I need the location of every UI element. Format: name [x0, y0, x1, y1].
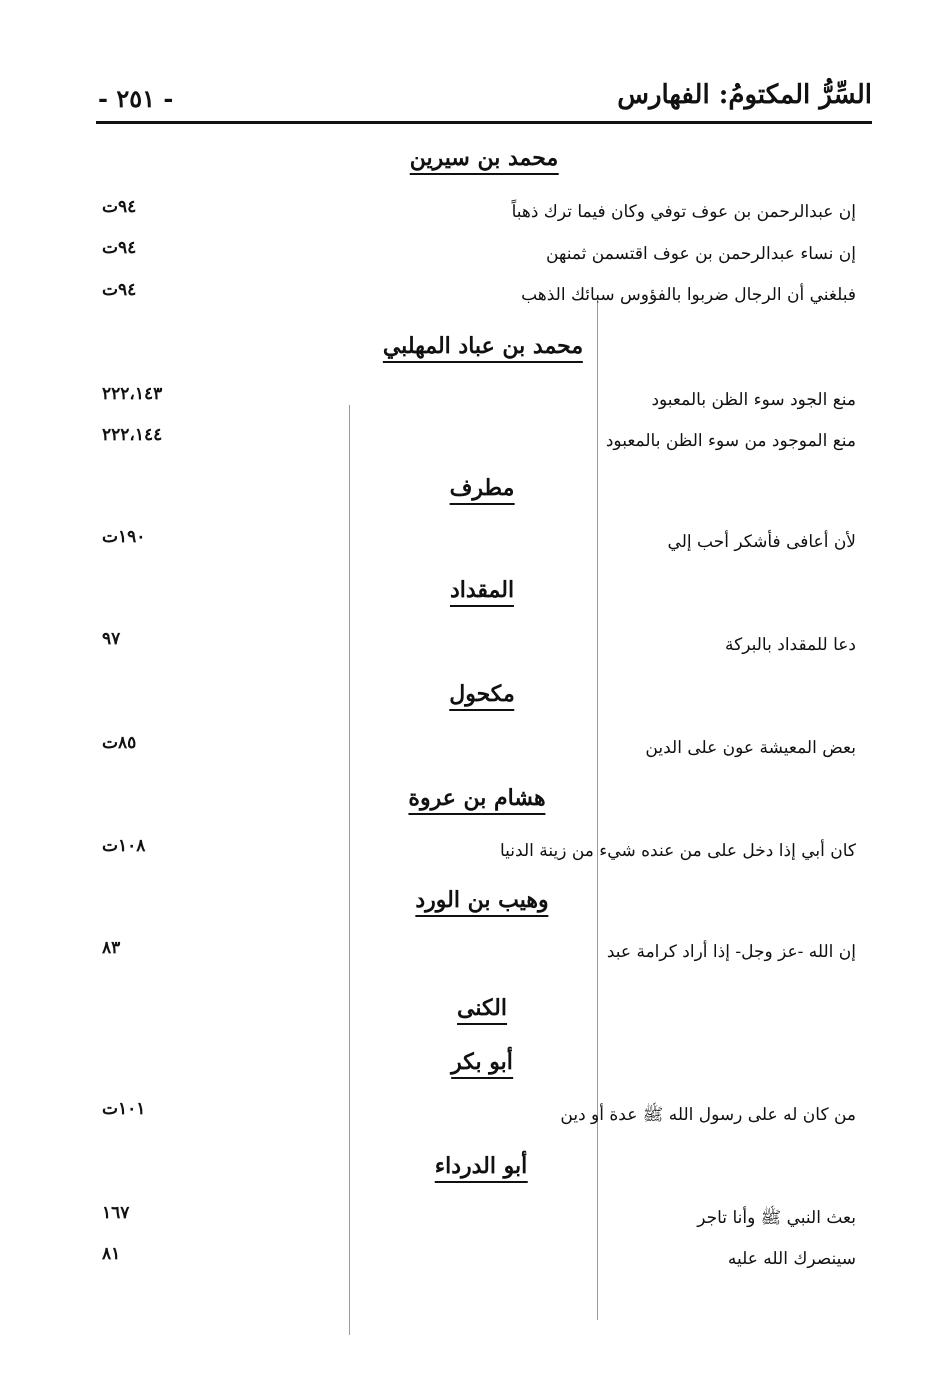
section-heading: وهيب بن الورد [415, 888, 548, 917]
index-entry-text: بعض المعيشة عون على الدين [645, 738, 856, 758]
index-entry-text: بعث النبي ﷺ وأنا تاجر [697, 1208, 856, 1228]
page-number: - ٢٥١ - [98, 84, 174, 113]
index-entry-ref: ١٩٠ت [102, 527, 146, 547]
index-entry-text: منع الجود سوء الظن بالمعبود [651, 390, 856, 410]
index-entry-text: منع الموجود من سوء الظن بالمعبود [605, 431, 856, 451]
index-entry-ref: ١٦٧ [102, 1203, 130, 1223]
section-heading: محمد بن سيرين [410, 146, 559, 175]
index-entry-ref: ٨٥ت [102, 733, 137, 753]
section-heading: أبو الدرداء [435, 1154, 528, 1183]
section-heading: الكنى [457, 996, 507, 1025]
index-entry-text: لأن أعافى فأشكر أحب إلي [667, 532, 856, 552]
index-entry-text: إن عبدالرحمن بن عوف توفي وكان فيما ترك ذهباً [511, 202, 856, 222]
section-heading: المقداد [450, 578, 514, 607]
index-entry-ref: ٩٤ت [102, 238, 137, 258]
section-heading: مكحول [449, 682, 514, 711]
index-entry-ref: ١٠٨ت [102, 836, 146, 856]
scan-line [597, 300, 598, 1320]
index-entry-text: كان أبي إذا دخل على من عنده شيء من زينة الدنيا [500, 841, 856, 861]
index-entry-ref: ١٠١ت [102, 1099, 146, 1119]
index-entry-ref: ٩٤ت [102, 280, 137, 300]
index-entry-ref: ٨٣ [102, 938, 121, 958]
section-heading: مطرف [450, 476, 515, 505]
index-entry-text: من كان له على رسول الله ﷺ عدة أو دين [560, 1105, 856, 1125]
section-heading: أبو بكر [451, 1050, 513, 1079]
header-rule [96, 121, 872, 124]
scan-line [349, 405, 350, 1335]
index-entry-text: فبلغني أن الرجال ضربوا بالفؤوس سبائك الذهب [521, 285, 856, 305]
index-entry-ref: ٩٤ت [102, 197, 137, 217]
section-heading: محمد بن عباد المهلبي [383, 334, 583, 363]
index-entry-text: سينصرك الله عليه [727, 1249, 856, 1269]
index-entry-text: دعا للمقداد بالبركة [725, 635, 856, 655]
index-entry-text: إن الله -عز وجل- إذا أراد كرامة عبد [606, 942, 856, 962]
index-entry-text: إن نساء عبدالرحمن بن عوف اقتسمن ثمنهن [545, 244, 856, 264]
index-entry-ref: ٨١ [102, 1244, 121, 1264]
index-entry-ref: ٢٢٢،١٤٣ [102, 384, 163, 404]
index-entry-ref: ٩٧ [102, 629, 121, 649]
running-header-title: السِّرُّ المكتومُ: الفهارس [617, 80, 872, 110]
index-entry-ref: ٢٢٢،١٤٤ [102, 425, 163, 445]
section-heading: هشام بن عروة [408, 786, 545, 815]
